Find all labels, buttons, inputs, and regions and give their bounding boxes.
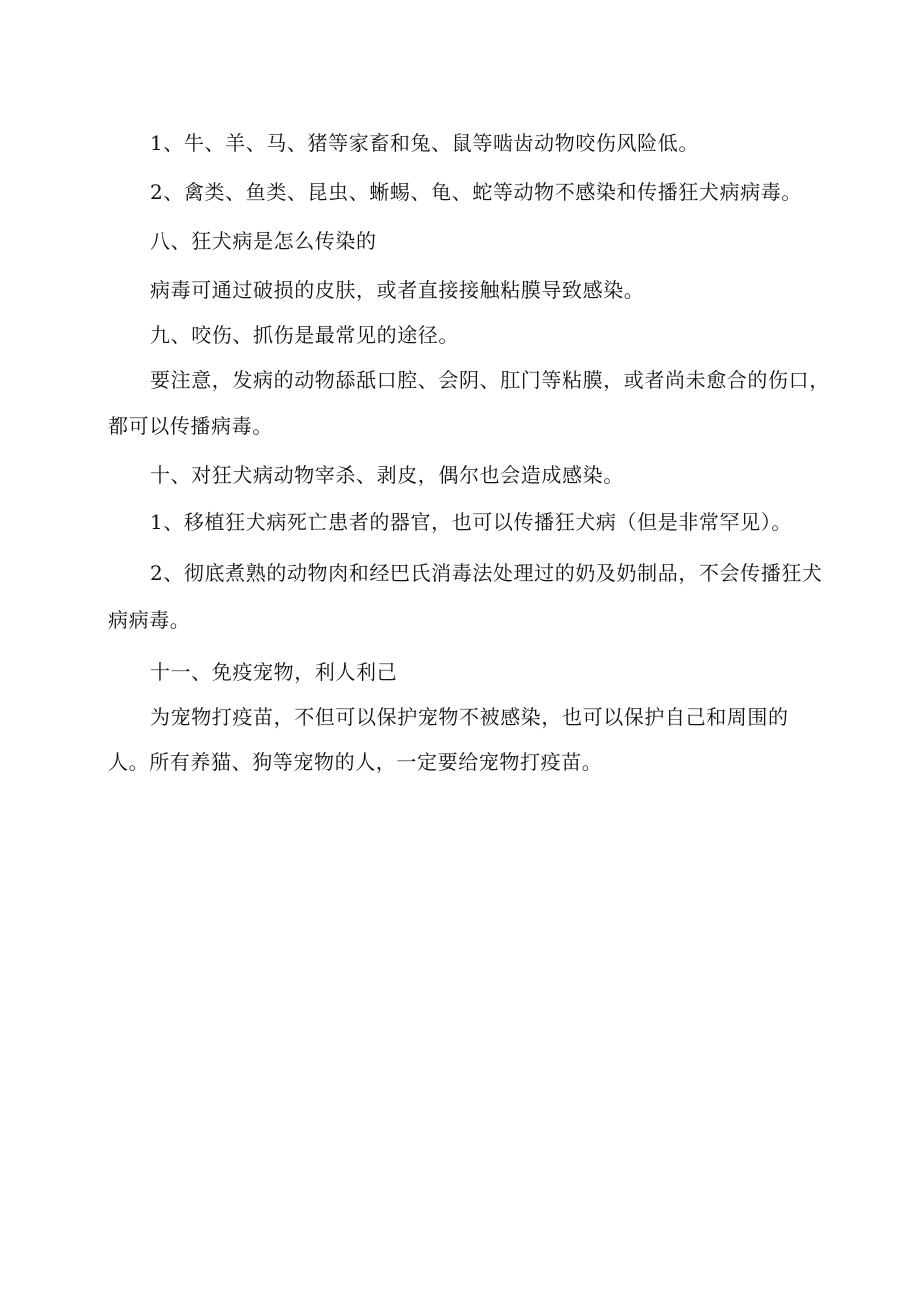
section-heading-slaughter: 十、对狂犬病动物宰杀、剥皮，偶尔也会造成感染。 bbox=[150, 463, 624, 487]
list-item-organ-transplant: 1、移植狂犬病死亡患者的器官，也可以传播狂犬病（但是非常罕见）。 bbox=[150, 510, 792, 534]
paragraph-vaccination-line-2: 人。所有养猫、狗等宠物的人，一定要给宠物打疫苗。 bbox=[108, 750, 603, 774]
list-item-cooked-meat-line-2: 病病毒。 bbox=[108, 608, 191, 632]
paragraph-infection-route: 病毒可通过破损的皮肤，或者直接接触粘膜导致感染。 bbox=[150, 278, 645, 302]
list-item-cooked-meat-line-1: 2、彻底煮熟的动物肉和经巴氏消毒法处理过的奶及奶制品，不会传播狂犬 bbox=[150, 561, 823, 585]
paragraph-caution-line-2: 都可以传播病毒。 bbox=[108, 414, 273, 438]
list-item-livestock-risk: 1、牛、羊、马、猪等家畜和兔、鼠等啮齿动物咬伤风险低。 bbox=[150, 131, 699, 155]
section-heading-bites: 九、咬伤、抓伤是最常见的途径。 bbox=[150, 323, 459, 347]
section-heading-vaccinate-pets: 十一、免疫宠物，利人利己 bbox=[150, 660, 398, 684]
section-heading-transmission: 八、狂犬病是怎么传染的 bbox=[150, 229, 377, 253]
paragraph-caution-line-1: 要注意，发病的动物舔舐口腔、会阴、肛门等粘膜，或者尚未愈合的伤口， bbox=[150, 368, 830, 392]
list-item-non-carriers: 2、禽类、鱼类、昆虫、蜥蜴、龟、蛇等动物不感染和传播狂犬病病毒。 bbox=[150, 180, 802, 204]
paragraph-vaccination-line-1: 为宠物打疫苗，不但可以保护宠物不被感染，也可以保护自己和周围的 bbox=[150, 705, 789, 729]
